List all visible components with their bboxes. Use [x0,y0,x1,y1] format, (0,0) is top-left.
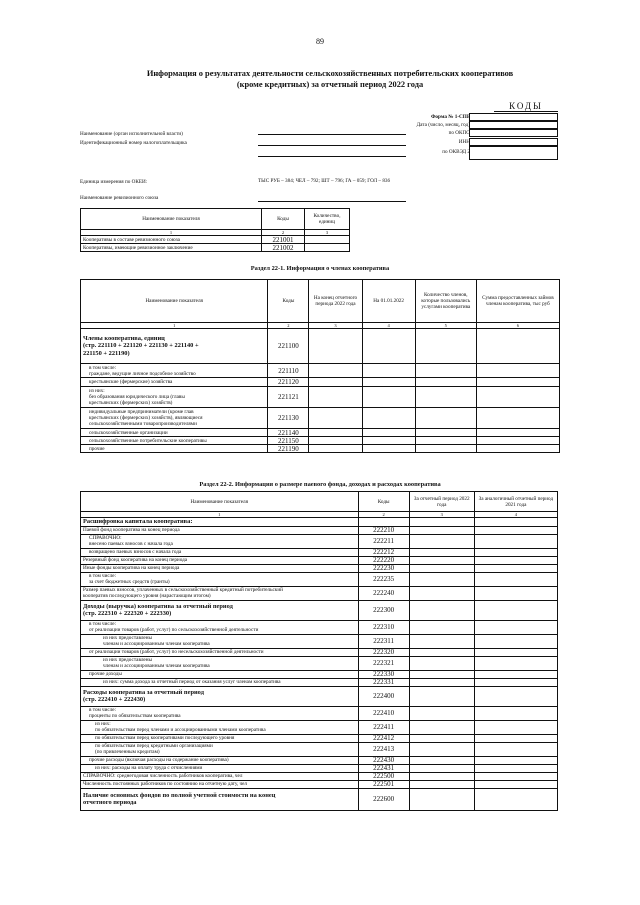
row-code: 222431 [358,764,409,772]
audit-union-line[interactable] [258,201,406,202]
table-row [81,564,558,572]
value-cell[interactable] [415,378,476,387]
org-name-line[interactable] [258,134,406,135]
value-cell[interactable] [474,788,557,810]
table-row [81,429,560,437]
value-cell[interactable] [409,564,474,572]
table-row [81,586,558,600]
value-cell[interactable] [474,526,557,534]
row-code: 222220 [358,556,409,564]
t2-header-start-year: На 01.01.2022 [362,280,415,323]
audit-union-label: Наименование ревизионного союза [80,195,159,201]
table-subheader-row [81,518,558,527]
inn-box[interactable] [469,138,558,146]
value-cell[interactable] [415,329,476,364]
t1-colnum: 3 [305,230,350,236]
row-label: прочие [81,445,268,453]
row-code: 222310 [358,620,409,634]
row-code: 221130 [268,408,309,429]
taxpayer-id-line[interactable] [258,145,406,146]
row-label: Члены кооператива, единиц (стр. 221110 + 221120 + 221130 + 221140 + 221150 + 221190) [81,329,268,364]
table-row [81,244,350,252]
value-cell[interactable] [476,429,559,437]
row-code: 222413 [358,742,409,756]
value-cell[interactable] [474,756,557,764]
row-code: 221121 [268,387,309,408]
value-cell[interactable] [409,656,474,670]
taxpayer-id-line-2[interactable] [258,156,406,157]
t1-header-name: Наименование показателя [81,209,262,230]
table-row [81,706,558,720]
value-cell[interactable] [362,408,415,429]
row-label: возвращено паевых взносов с начала года [81,548,359,556]
t2-colnum: 2 [268,323,309,329]
t2-colnum: 1 [81,323,268,329]
empty-cell [358,518,409,527]
org-name-label: Наименование (орган исполнительной власти) [80,131,183,137]
value-cell[interactable] [474,600,557,620]
form-number-box[interactable] [469,113,558,121]
value-cell[interactable] [309,378,362,387]
row-code: 221140 [268,429,309,437]
row-label: индивидуальные предприниматели (кроме глав крестьянских (фермерских) хозяйств), являющиеся сельскохозяйственными товаропроизводителями [81,408,268,429]
value-cell[interactable] [362,445,415,453]
value-cell[interactable] [476,437,559,445]
date-box[interactable] [469,121,558,129]
row-label: крестьянские (фермерские) хозяйства [81,378,268,387]
row-label: в том числе: проценты по обязательствам кооператива [81,706,359,720]
row-label: сельскохозяйственные потребительские кооперативы [81,437,268,445]
value-cell[interactable] [476,378,559,387]
table-row [81,742,558,756]
table-row [81,387,560,408]
value-cell[interactable] [474,572,557,586]
row-label: по обязательствам перед кооперативами последующего уровня [81,734,359,742]
okved-box[interactable] [469,146,558,160]
row-code: 222500 [358,772,409,780]
okpo-label: по ОКПО [448,130,470,136]
value-cell[interactable] [409,648,474,656]
value-cell[interactable] [474,548,557,556]
t2-colnum: 3 [309,323,362,329]
t2-colnum: 5 [415,323,476,329]
value-cell[interactable] [474,634,557,648]
row-code: 222311 [358,634,409,648]
value-cell[interactable] [474,670,557,678]
value-cell[interactable] [409,556,474,564]
value-cell[interactable] [415,429,476,437]
t2-colnum: 6 [476,323,559,329]
value-cell[interactable] [474,534,557,548]
date-label: Дата (число, месяц, год) [416,122,470,128]
value-cell[interactable] [305,244,350,252]
inn-label: ИНН [458,139,470,145]
value-cell[interactable] [409,620,474,634]
value-cell[interactable] [474,734,557,742]
t1-header-code: Коды [262,209,305,230]
row-code: 222240 [358,586,409,600]
table-row [81,764,558,772]
table-row [81,378,560,387]
t3-header-current: За отчетный период 2022 года [409,492,474,512]
value-cell[interactable] [362,437,415,445]
taxpayer-id-label: Идентификационный номер налогоплательщика [80,140,187,146]
row-code: 222430 [358,756,409,764]
table-row [81,772,558,780]
row-code: 222400 [358,686,409,706]
empty-cell [474,518,557,527]
row-label: в том числе: от реализации товаров (работ, услуг) по сельскохозяйственной деятельности [81,620,359,634]
table-row [81,329,560,364]
row-label: из них: сумма дохода за отчетный период от оказания услуг членам кооператива [81,678,359,686]
table-row [81,572,558,586]
table-row [81,620,558,634]
row-label: Размер паевых взносов, уплаченных в сельскохозяйственный кредитный потребительский кооператив последующего уровня (нарастающим итогом) [81,586,359,600]
row-code: 221150 [268,437,309,445]
row-label: СПРАВОЧНО: среднегодовая численность работников кооператива, чел [81,772,359,780]
t2-header-members-used: Количество членов, которые пользовались услугами кооператива [415,280,476,323]
value-cell[interactable] [474,772,557,780]
value-cell[interactable] [409,678,474,686]
value-cell[interactable] [309,387,362,408]
value-cell[interactable] [362,378,415,387]
value-cell[interactable] [409,600,474,620]
value-cell[interactable] [476,445,559,453]
row-label: прочие доходы [81,670,359,678]
okpo-box[interactable] [469,129,558,137]
row-label: Иные фонды кооператива на конец периода [81,564,359,572]
row-label: от реализации товаров (работ, услуг) по несельскохозяйственной деятельности [81,648,359,656]
value-cell[interactable] [309,408,362,429]
value-cell[interactable] [305,236,350,244]
section-22-1-title: Раздел 22-1. Информация о членах кооператива [250,265,390,272]
t3-colnum: 3 [409,512,474,518]
row-label: в том числе: за счет бюджетных средств (гранты) [81,572,359,586]
value-cell[interactable] [409,548,474,556]
value-cell[interactable] [476,364,559,378]
row-code: 222501 [358,780,409,788]
row-code: 221110 [268,364,309,378]
value-cell[interactable] [362,364,415,378]
table-row [81,648,558,656]
t1-header-count: Количество, единиц [305,209,350,230]
row-label: Кооперативы в составе ревизионного союза [81,236,262,244]
value-cell[interactable] [476,329,559,364]
value-cell[interactable] [474,720,557,734]
row-code: 222320 [358,648,409,656]
row-label: из них предоставлены членам и ассоциированным членам кооператива [81,634,359,648]
value-cell[interactable] [474,556,557,564]
value-cell[interactable] [409,526,474,534]
value-cell[interactable] [415,445,476,453]
row-code: 221100 [268,329,309,364]
row-label: Кооперативы, имеющие ревизионное заключение [81,244,262,252]
value-cell[interactable] [409,720,474,734]
units-value: ТЫС РУБ – 384; ЧЕЛ – 792; ШТ – 796; ГА – 059; ГОЛ – 836 [258,178,391,184]
table-row [81,788,558,810]
document-title-line-2: (кроме кредитных) за отчетный период 2022 года [236,80,424,89]
table-row [81,600,558,620]
value-cell[interactable] [409,706,474,720]
value-cell[interactable] [409,734,474,742]
value-cell[interactable] [474,648,557,656]
t3-header-name: Наименование показателя [81,492,359,512]
value-cell[interactable] [474,742,557,756]
members-table [80,279,560,453]
empty-cell [409,518,474,527]
value-cell[interactable] [474,706,557,720]
row-code: 221190 [268,445,309,453]
value-cell[interactable] [409,780,474,788]
section-22-2-title: Раздел 22-2. Информация о размере паевого фонда, доходах и расходах кооператива [199,481,441,488]
table-row [81,534,558,548]
value-cell[interactable] [362,429,415,437]
table-row [81,686,558,706]
audit-union-table [80,208,350,252]
value-cell[interactable] [474,764,557,772]
value-cell[interactable] [409,764,474,772]
table-row [81,548,558,556]
row-label: Паевой фонд кооператива на конец периода [81,526,359,534]
table-row [81,445,560,453]
value-cell[interactable] [476,408,559,429]
row-code: 221120 [268,378,309,387]
row-code: 221001 [262,236,305,244]
row-label: СПРАВОЧНО: внесено паевых взносов с начала года [81,534,359,548]
t2-header-period-end: На конец отчетного периода 2022 года [309,280,362,323]
row-label: Расходы кооператива за отчетный период (стр. 222410 + 222430) [81,686,359,706]
row-code: 222411 [358,720,409,734]
row-code: 222230 [358,564,409,572]
value-cell[interactable] [309,329,362,364]
row-label: из них: без образования юридического лица (главы крестьянских (фермерских) хозяйств) [81,387,268,408]
t3-colnum: 4 [474,512,557,518]
row-code: 222330 [358,670,409,678]
row-label: в том числе: граждане, ведущие личное подсобное хозяйство [81,364,268,378]
okved-label: по ОКВЭД 2 [442,149,470,155]
table-row [81,437,560,445]
t3-colnum: 2 [358,512,409,518]
value-cell[interactable] [309,437,362,445]
value-cell[interactable] [409,670,474,678]
page-number: 89 [316,37,324,46]
value-cell[interactable] [476,387,559,408]
value-cell[interactable] [415,387,476,408]
row-label: Резервный фонд кооператива на конец периода [81,556,359,564]
row-label: Доходы (выручка) кооператива за отчетный период (стр. 222310 + 222320 + 222330) [81,600,359,620]
value-cell[interactable] [415,408,476,429]
value-cell[interactable] [474,620,557,634]
row-code: 222321 [358,656,409,670]
table-row [81,734,558,742]
value-cell[interactable] [474,686,557,706]
value-cell[interactable] [474,656,557,670]
codes-header: КОДЫ [494,101,558,112]
row-code: 222235 [358,572,409,586]
value-cell[interactable] [474,564,557,572]
row-label: из них: расходы на оплату труда с отчислениями [81,764,359,772]
row-label: прочие расходы (включая расходы на содержание кооператива) [81,756,359,764]
row-label: Наличие основных фондов по полной учетной стоимости на конец отчетного периода [81,788,359,810]
value-cell[interactable] [409,742,474,756]
units-label: Единица измерения по ОКЕИ: [80,179,148,185]
value-cell[interactable] [415,364,476,378]
table-row [81,364,560,378]
value-cell[interactable] [474,678,557,686]
row-code: 222212 [358,548,409,556]
value-cell[interactable] [309,445,362,453]
t3-colnum: 1 [81,512,359,518]
document-title [80,68,580,90]
row-label: из них: по обязательствам перед членами и ассоциированными членами кооператива [81,720,359,734]
document-title-line-1: Информация о результатах деятельности сельскохозяйственных потребительских кооперативов [146,69,514,78]
table-row [81,556,558,564]
row-code: 222300 [358,600,409,620]
table-row [81,526,558,534]
t2-header-loans-sum: Сумма предоставленных займов членам кооператива, тыс руб [476,280,559,323]
t2-header-code: Коды [268,280,309,323]
value-cell[interactable] [309,364,362,378]
table-row [81,678,558,686]
row-code: 222211 [358,534,409,548]
t1-colnum: 1 [81,230,262,236]
value-cell[interactable] [409,788,474,810]
value-cell[interactable] [309,429,362,437]
t2-header-name: Наименование показателя [81,280,268,323]
row-code: 222600 [358,788,409,810]
value-cell[interactable] [474,780,557,788]
row-code: 222210 [358,526,409,534]
value-cell[interactable] [409,772,474,780]
t1-colnum: 2 [262,230,305,236]
value-cell[interactable] [409,534,474,548]
value-cell[interactable] [362,387,415,408]
value-cell[interactable] [474,586,557,600]
row-code: 222410 [358,706,409,720]
fund-income-table [80,491,558,811]
value-cell[interactable] [362,329,415,364]
table-row [81,780,558,788]
table-row [81,236,350,244]
table-row [81,656,558,670]
row-label: из них предоставлены членам и ассоциированным членам кооператива [81,656,359,670]
t3-header-previous: За аналогичный отчетный период 2021 года [474,492,557,512]
row-code: 222412 [358,734,409,742]
value-cell[interactable] [409,756,474,764]
table-row [81,408,560,429]
row-label: по обязательствам перед кредитными организациями (по привлеченным кредитам) [81,742,359,756]
value-cell[interactable] [409,586,474,600]
t2-colnum: 4 [362,323,415,329]
form-number-label: Форма № 1-СПР [430,114,470,120]
table-row [81,634,558,648]
value-cell[interactable] [409,572,474,586]
value-cell[interactable] [409,686,474,706]
table-row [81,670,558,678]
table-row [81,756,558,764]
capital-breakdown-subheader: Расшифровка капитала кооператива: [81,518,359,527]
row-code: 222331 [358,678,409,686]
value-cell[interactable] [409,634,474,648]
row-code: 221002 [262,244,305,252]
t3-header-code: Коды [358,492,409,512]
row-label: Численность постоянных работников по состоянию на отчетную дату, чел [81,780,359,788]
table-row [81,720,558,734]
row-label: сельскохозяйственные организации [81,429,268,437]
value-cell[interactable] [415,437,476,445]
